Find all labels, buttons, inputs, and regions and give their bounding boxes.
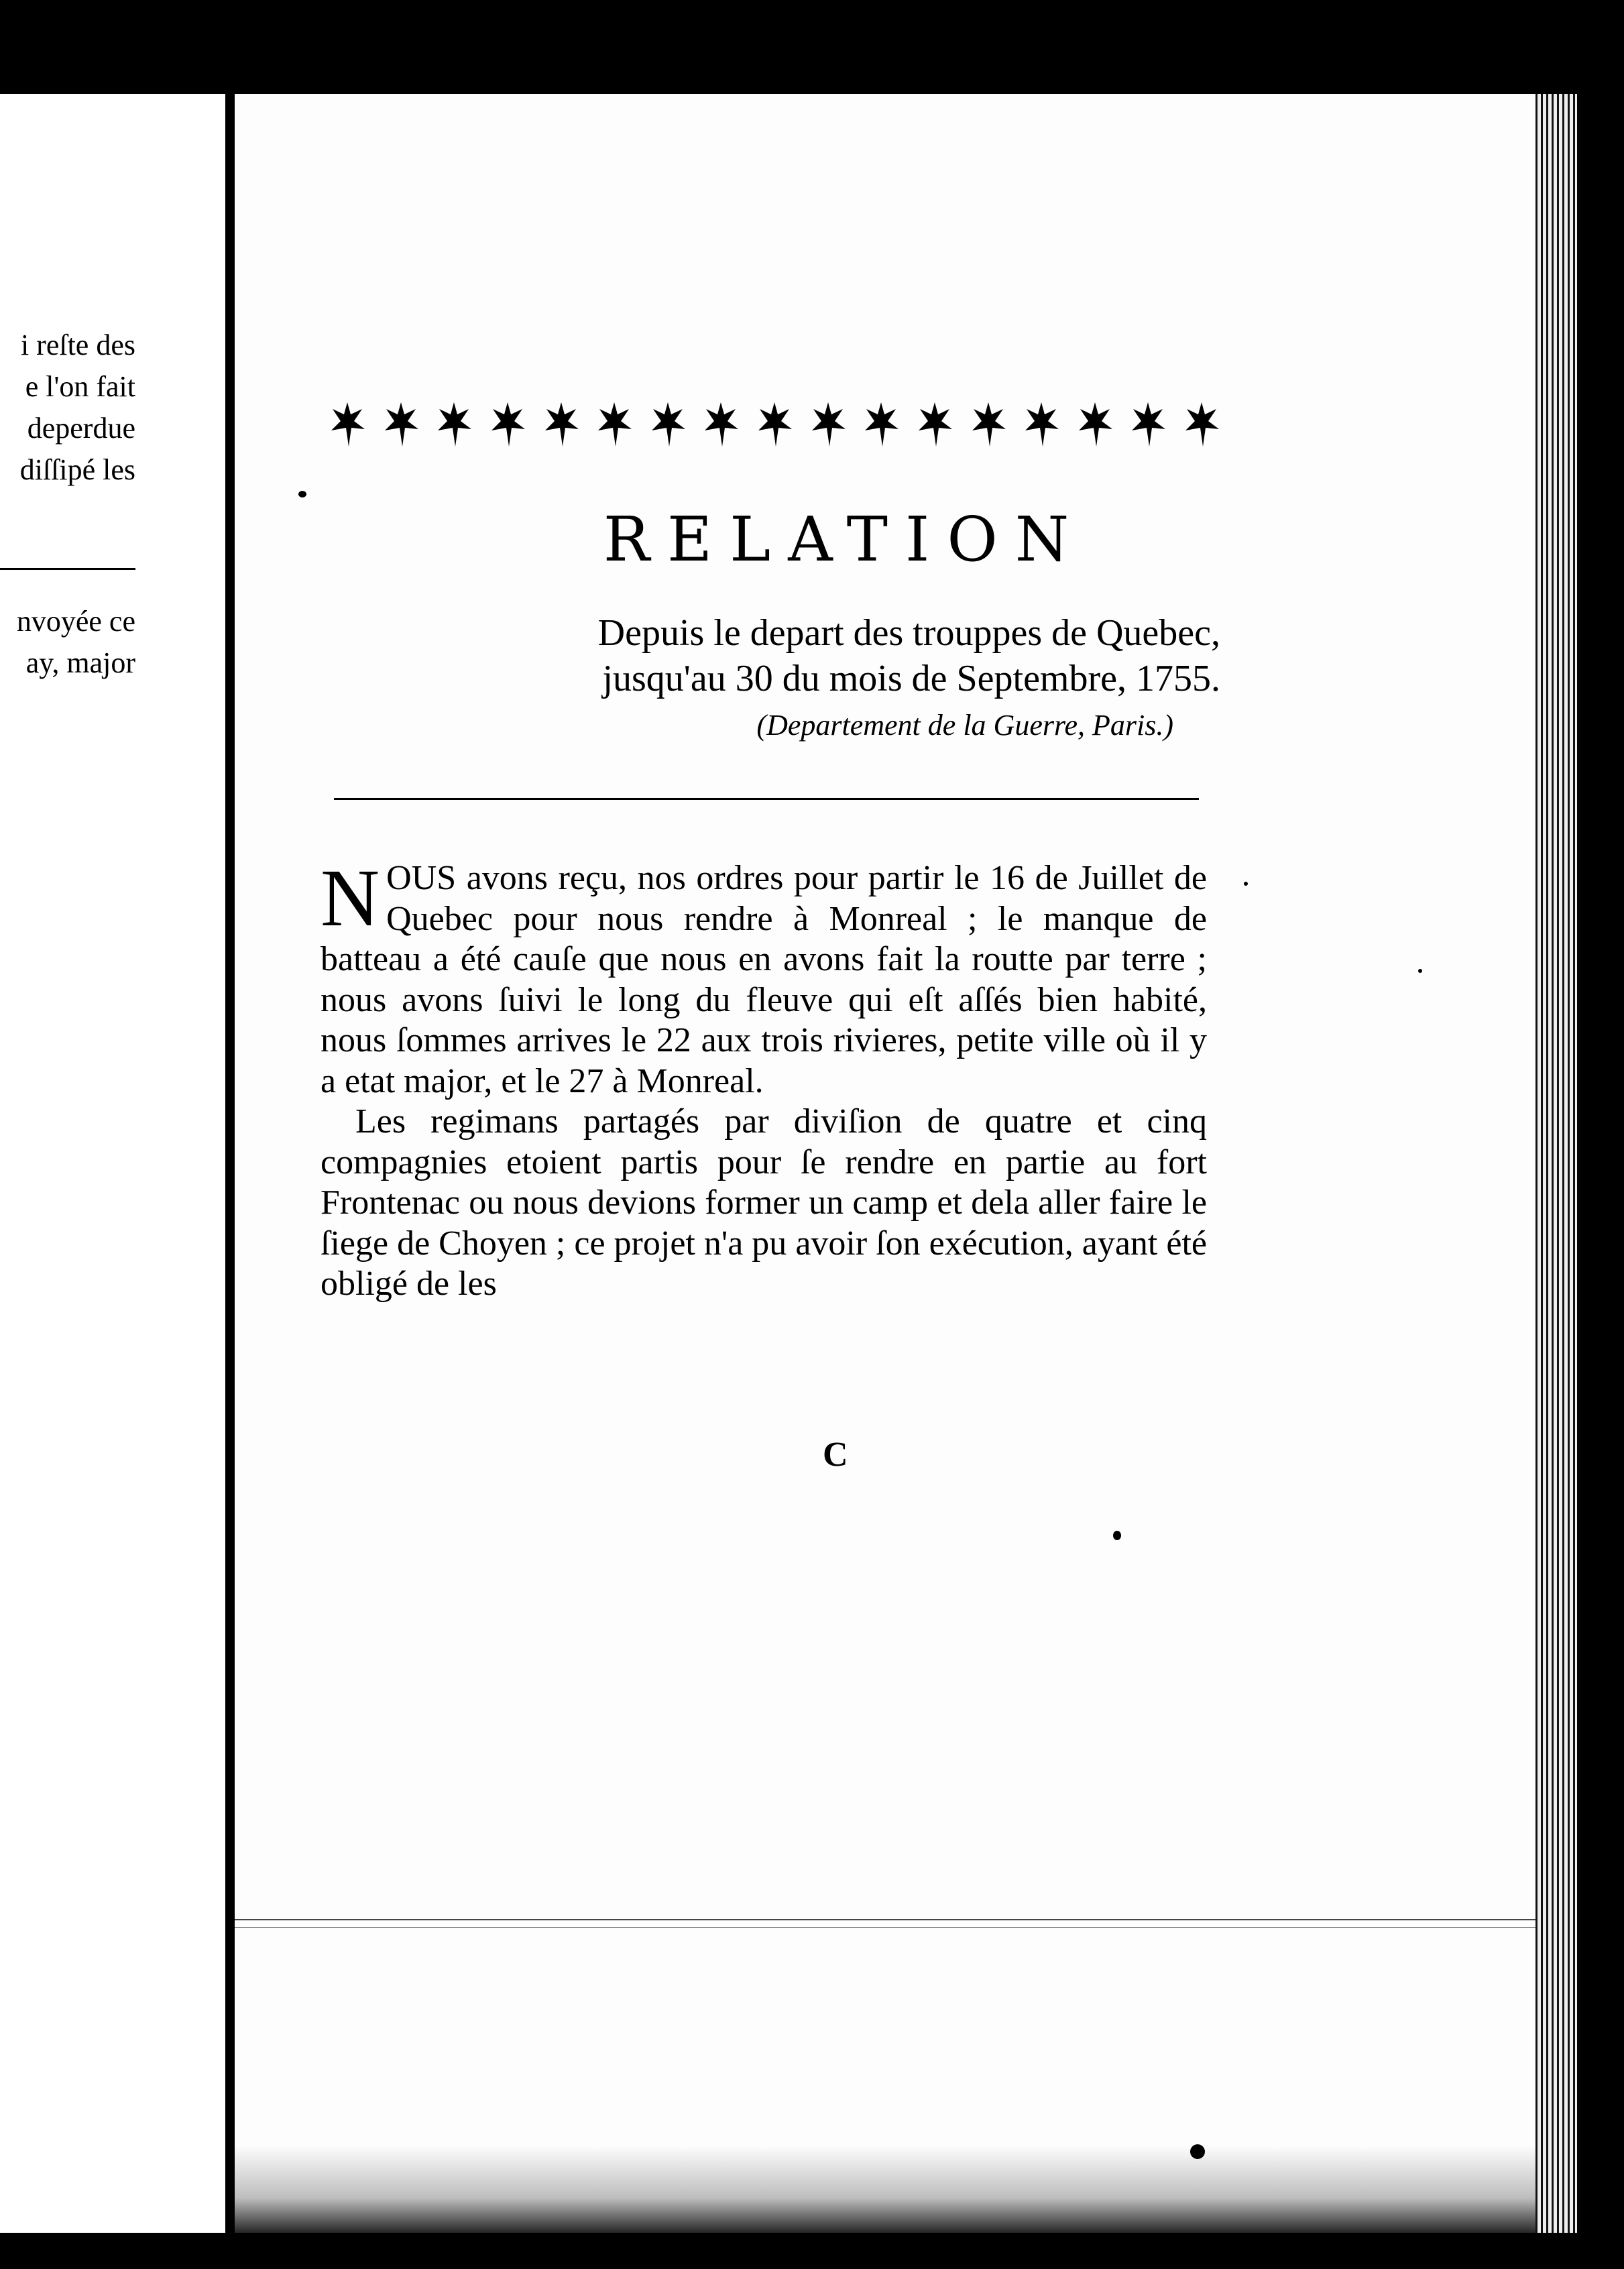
book-spine [225, 94, 235, 2233]
ink-speck [1244, 882, 1248, 886]
page-title: RELATION [603, 504, 1087, 575]
fleuron-ornament [435, 400, 473, 448]
subtitle-line: jusqu'au 30 du mois de Septembre, 1755. [602, 658, 1220, 699]
previous-page [0, 94, 228, 2233]
subtitle [308, 610, 1220, 701]
source-citation: (Departement de la Guerre, Paris.) [756, 709, 1173, 742]
fleuron-ornament [916, 400, 953, 448]
left-page-line: ay, major [25, 646, 135, 679]
ink-speck [298, 491, 306, 498]
left-page-line: i reſte des [20, 329, 135, 361]
small-caps-word: OUS [386, 859, 457, 897]
fleuron-ornament [489, 400, 526, 448]
ornament-band [329, 394, 1220, 448]
scan-border-bottom [0, 2233, 1624, 2269]
section-rule [334, 798, 1199, 800]
fleuron-ornament [862, 400, 900, 448]
fleuron-ornament [595, 400, 633, 448]
scan-border-right [1577, 0, 1624, 2269]
paragraph [321, 853, 1207, 1102]
ink-speck [1113, 1531, 1121, 1540]
main-page [235, 94, 1577, 2233]
fleuron-ornament [1129, 400, 1167, 448]
left-page-line: deperdue [27, 412, 135, 445]
fleuron-ornament [329, 400, 366, 448]
fleuron-ornament [702, 400, 740, 448]
drop-cap: N [321, 853, 380, 943]
fleuron-ornament [542, 400, 580, 448]
fleuron-ornament [1183, 400, 1220, 448]
signature-mark: C [823, 1436, 848, 1474]
paragraph-text: avons reçu, nos ordres pour partir le 16 de Juillet de Quebec pour nous rendre à Monreal ; le manque de batteau a été cauſe que nous en avons fait la routte par terre ; nous avons ſuivi le long du fleuve qui eſt aſſés bien habité, nous ſommes arrives le 22 aux trois rivieres, petite ville où il y a etat major, et le 27 à Monreal. [321, 859, 1207, 1100]
fleuron-ornament [1076, 400, 1114, 448]
paragraph: Les regimans partagés par diviſion de quatre et cinq compagnies etoient partis pour ſe rendre en partie au fort Frontenac ou nous devions former un camp et dela aller faire le ſiege de Choyen ; ce projet n'a pu avoir ſon exécution, ayant été obligé de les [321, 1102, 1207, 1303]
body-text [321, 853, 1207, 1305]
left-page-line: nvoyée ce [16, 605, 135, 638]
subtitle-line: Depuis le depart des trouppes de Quebec, [597, 612, 1220, 654]
fold-line [235, 1927, 1535, 1928]
ink-speck [1418, 969, 1422, 973]
fold-line [235, 1919, 1535, 1920]
scan-border-top [0, 0, 1624, 94]
page-edge [1535, 94, 1577, 2233]
left-page-rule [0, 568, 135, 570]
fleuron-ornament [809, 400, 847, 448]
left-page-line: diſſipé les [19, 453, 135, 486]
page-bottom-shadow [235, 2146, 1577, 2233]
fleuron-ornament [382, 400, 420, 448]
left-page-line: e l'on fait [25, 370, 135, 403]
fleuron-ornament [756, 400, 793, 448]
fleuron-ornament [1023, 400, 1060, 448]
fleuron-ornament [970, 400, 1007, 448]
fleuron-ornament [649, 400, 687, 448]
